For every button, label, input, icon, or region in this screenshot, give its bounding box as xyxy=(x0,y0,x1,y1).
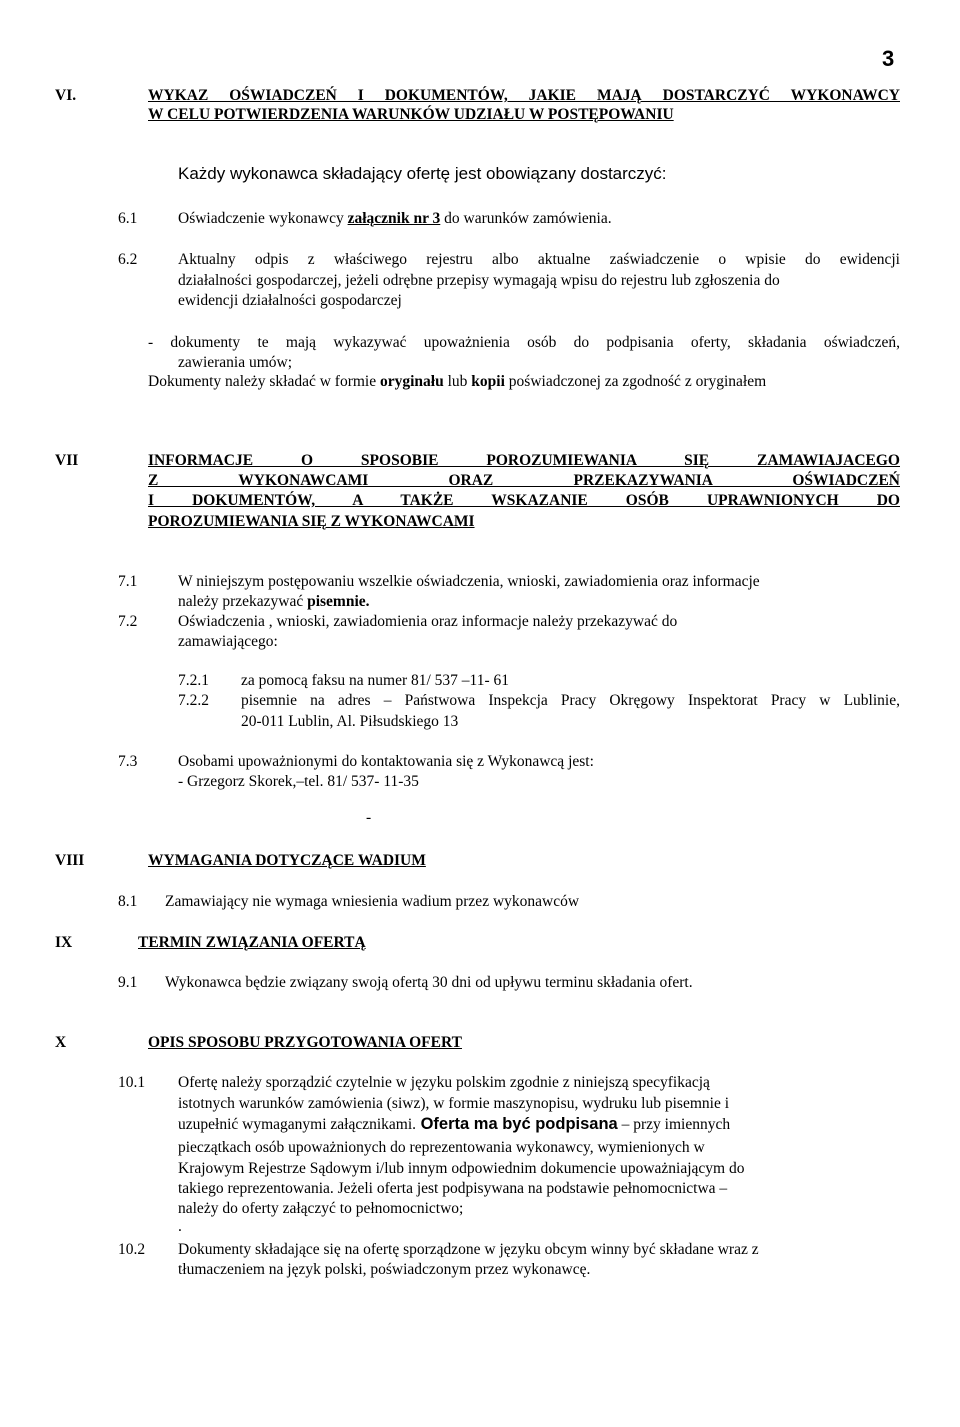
item-9-1-text: Wykonawca będzie związany swoją ofertą 30 dni od upływu terminu składania ofert. xyxy=(165,974,693,991)
item-8-1-text: Zamawiający nie wymaga wniesienia wadium przez wykonawców xyxy=(165,893,580,910)
item-10-1-line7: należy do oferty załączyć to pełnomocnictwo; xyxy=(178,1200,464,1217)
item-10-2-line1: Dokumenty składające się na ofertę sporządzone w języku obcym winny być składane wraz z xyxy=(178,1241,759,1258)
section-10-number: X xyxy=(55,1034,67,1051)
item-6-1-text: Oświadczenie wykonawcy załącznik nr 3 do warunków zamówienia. xyxy=(178,210,612,227)
item-6-2-line2: działalności gospodarczej, jeżeli odrębne przepisy wymagają wpisu do rejestru lub zgłoszenia do xyxy=(178,272,780,289)
item-7-2-1-text: za pomocą faksu na numer 81/ 537 –11- 61 xyxy=(241,672,510,689)
item-10-1-line8: . xyxy=(178,1218,182,1235)
item-10-1-line5: Krajowym Rejestrze Sądowym i/lub innym odpowiednim dokumencie upoważniającym do xyxy=(178,1160,745,1177)
item-10-1-line1: Ofertę należy sporządzić czytelnie w języku polskim zgodnie z niniejszą specyfikacją xyxy=(178,1074,710,1091)
item-10-1-line2: istotnych warunków zamówienia (siwz), w formie maszynopisu, wydruku lub pisemnie i xyxy=(178,1095,729,1112)
documents-form-note: Dokumenty należy składać w formie oryginału lub kopii poświadczonej za zgodność z oryginałem xyxy=(148,373,767,390)
item-7-1-number: 7.1 xyxy=(118,573,138,590)
item-7-3-line2: - Grzegorz Skorek,–tel. 81/ 537- 11-35 xyxy=(178,773,419,790)
item-7-2-2-line1: pisemnie na adres – Państwowa Inspekcja Pracy Okręgowy Inspektorat Pracy w Lublinie, xyxy=(241,692,900,709)
lone-dash: - xyxy=(366,809,372,826)
item-7-2-1-number: 7.2.1 xyxy=(178,672,209,689)
section-6-number: VI. xyxy=(55,87,77,104)
item-10-1-line3: uzupełnić wymaganymi załącznikami. Oferta ma być podpisana – przy imiennych xyxy=(178,1115,731,1133)
section-8-title: WYMAGANIA DOTYCZĄCE WADIUM xyxy=(148,852,426,869)
item-7-2-number: 7.2 xyxy=(118,613,138,630)
item-6-2-line1: Aktualny odpis z właściwego rejestru albo aktualne zaświadczenie o wpisie do ewidencji xyxy=(178,251,900,268)
section-6-title-line2: W CELU POTWIERDZENIA WARUNKÓW UDZIAŁU W POSTĘPOWANIU xyxy=(148,106,674,123)
item-8-1-number: 8.1 xyxy=(118,893,138,910)
section-9-number: IX xyxy=(55,934,73,951)
page-number: 3 xyxy=(882,46,895,71)
item-6-2-line3: ewidencji działalności gospodarczej xyxy=(178,292,402,309)
dash-note-line1: - dokumenty te mają wykazywać upoważnienia osób do podpisania oferty, składania oświadczeń, xyxy=(148,334,900,351)
item-10-1-line4: pieczątkach osób upoważnionych do reprezentowania wykonawcy, wymienionych w xyxy=(178,1139,705,1156)
item-7-2-line1: Oświadczenia , wnioski, zawiadomienia oraz informacje należy przekazywać do xyxy=(178,613,678,630)
item-7-3-line1: Osobami upoważnionymi do kontaktowania się z Wykonawcą jest: xyxy=(178,753,594,770)
item-7-2-2-number: 7.2.2 xyxy=(178,692,209,709)
section-9-title: TERMIN ZWIĄZANIA OFERTĄ xyxy=(138,934,366,951)
section-7-title-line3: I DOKUMENTÓW, A TAKŻE WSKAZANIE OSÓB UPRAWNIONYCH DO xyxy=(148,492,900,509)
section-7-title-line4: POROZUMIEWANIA SIĘ Z WYKONAWCAMI xyxy=(148,513,475,530)
section-7-title-line1: INFORMACJE O SPOSOBIE POROZUMIEWANIA SIĘ ZAMAWIAJACEGO xyxy=(148,452,900,469)
dash-note-line2: zawierania umów; xyxy=(178,354,293,371)
item-10-1-number: 10.1 xyxy=(118,1074,146,1091)
section-7-number: VII xyxy=(55,452,79,469)
section-6-intro: Każdy wykonawca składający ofertę jest obowiązany dostarczyć: xyxy=(178,164,667,183)
item-7-3-number: 7.3 xyxy=(118,753,138,770)
section-6-title-line1: WYKAZ OŚWIADCZEŃ I DOKUMENTÓW, JAKIE MAJĄ DOSTARCZYĆ WYKONAWCY xyxy=(148,87,900,104)
item-10-2-line2: tłumaczeniem na język polski, poświadczonym przez wykonawcę. xyxy=(178,1261,591,1278)
item-10-2-number: 10.2 xyxy=(118,1241,146,1258)
section-10-title: OPIS SPOSOBU PRZYGOTOWANIA OFERT xyxy=(148,1034,462,1051)
item-9-1-number: 9.1 xyxy=(118,974,138,991)
item-7-1-line2: należy przekazywać pisemnie. xyxy=(178,593,370,610)
item-7-2-2-line2: 20-011 Lublin, Al. Piłsudskiego 13 xyxy=(241,713,459,730)
item-7-2-line2: zamawiającego: xyxy=(178,633,278,650)
item-10-1-line6: takiego reprezentowania. Jeżeli oferta jest podpisywana na podstawie pełnomocnictwa – xyxy=(178,1180,728,1197)
section-8-number: VIII xyxy=(55,852,85,869)
section-7-title-line2: Z WYKONAWCAMI ORAZ PRZEKAZYWANIA OŚWIADCZEŃ xyxy=(148,472,900,489)
item-6-1-number: 6.1 xyxy=(118,210,138,227)
item-6-2-number: 6.2 xyxy=(118,251,138,268)
item-7-1-line1: W niniejszym postępowaniu wszelkie oświadczenia, wnioski, zawiadomienia oraz informacje xyxy=(178,573,760,590)
